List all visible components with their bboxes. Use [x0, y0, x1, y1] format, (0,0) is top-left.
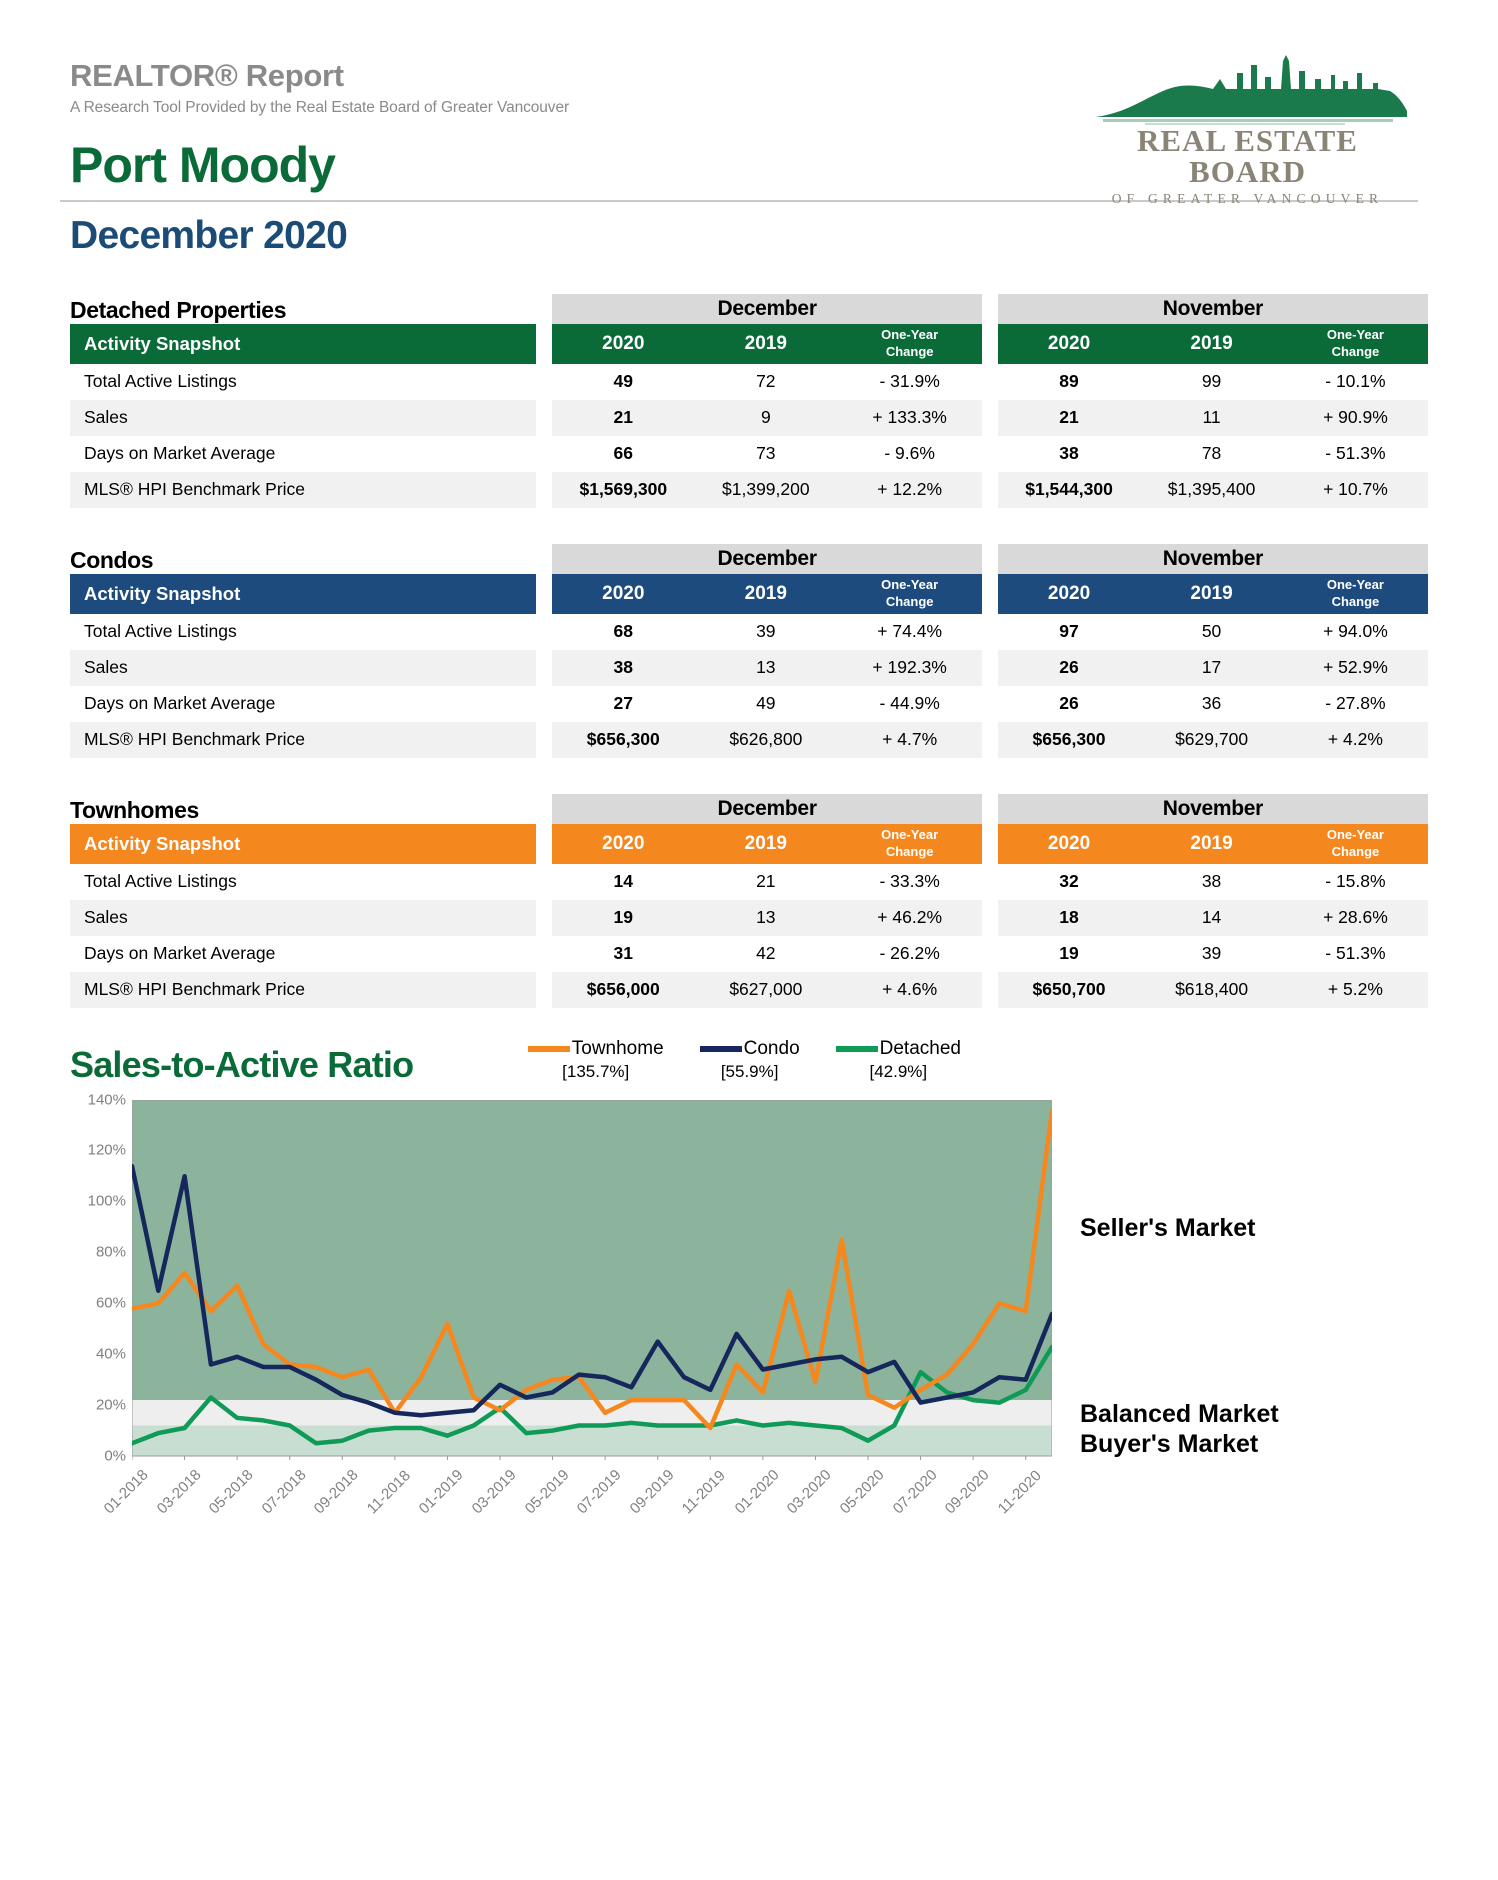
x-tick-label: 07-2019 — [573, 1465, 625, 1517]
col-nov-2019: 2019 — [1140, 574, 1283, 614]
x-tick-label: 01-2018 — [100, 1465, 152, 1517]
col-nov-2020: 2020 — [998, 824, 1141, 864]
nov-2020-value: $656,300 — [998, 722, 1141, 758]
dec-2020-value: 68 — [613, 621, 634, 641]
nov-2020-value: 26 — [1059, 693, 1079, 713]
col-dec-change: One-Year Change — [837, 574, 982, 614]
dec-change-value: + 192.3% — [837, 650, 982, 686]
legend-swatch-icon — [836, 1046, 878, 1052]
category-title: Condos — [70, 546, 154, 573]
dec-2020-value: 66 — [613, 443, 634, 463]
nov-change-value: + 4.2% — [1283, 722, 1428, 758]
dec-change-value: + 74.4% — [877, 621, 942, 641]
col-nov-change: One-Year Change — [1283, 824, 1428, 864]
x-tick-label: 09-2019 — [626, 1465, 678, 1517]
category-title: Detached Properties — [70, 296, 287, 323]
nov-2020-value: 89 — [1059, 371, 1079, 391]
dec-change-value: - 33.3% — [879, 871, 940, 891]
activity-table — [70, 544, 1428, 758]
x-tick-label: 07-2020 — [889, 1465, 941, 1517]
legend-current-value: [55.9%] — [720, 1061, 779, 1081]
row-label: Sales — [70, 900, 536, 936]
legend-item-detached — [836, 1038, 961, 1082]
x-tick-label: 01-2020 — [731, 1465, 783, 1517]
y-tick-label: 40% — [95, 1345, 126, 1363]
activity-table — [70, 794, 1428, 1008]
activity-table — [70, 294, 1428, 508]
dec-2019-value: 9 — [695, 400, 838, 436]
col-nov-change: One-Year Change — [1283, 324, 1428, 364]
dec-2020-value: 38 — [552, 650, 695, 686]
category-title: Townhomes — [70, 796, 199, 823]
chart-svg — [132, 1100, 1052, 1465]
table-row — [70, 364, 1428, 400]
dec-2019-value: 39 — [756, 621, 776, 641]
table-section — [70, 294, 1428, 508]
nov-change-value: - 10.1% — [1325, 371, 1386, 391]
nov-change-value: - 51.3% — [1325, 443, 1386, 463]
x-tick-label: 03-2018 — [153, 1465, 205, 1517]
month-header-november: November — [998, 794, 1428, 824]
legend-current-value: [135.7%] — [562, 1061, 630, 1081]
x-tick-label: 01-2019 — [416, 1465, 468, 1517]
dec-2020-value: 27 — [613, 693, 634, 713]
table-section — [70, 544, 1428, 758]
y-tick-label: 100% — [87, 1192, 126, 1210]
month-header-december: December — [552, 794, 982, 824]
sales-to-active-chart — [70, 1037, 1428, 1517]
dec-change-value: + 133.3% — [837, 400, 982, 436]
table-row — [70, 472, 1428, 508]
market-label-seller-s-market: Seller's Market — [1080, 1213, 1256, 1242]
column-header-row — [70, 324, 1428, 364]
dec-2019-value: $1,399,200 — [695, 472, 838, 508]
nov-2019-value: 38 — [1201, 871, 1222, 891]
dec-2019-value: 13 — [695, 650, 838, 686]
row-label: Total Active Listings — [84, 621, 237, 641]
dec-2019-value: $626,800 — [695, 722, 838, 758]
legend-current-value: [42.9%] — [869, 1061, 928, 1081]
y-tick-label: 120% — [87, 1141, 126, 1159]
x-axis-labels — [100, 1460, 1052, 1540]
col-dec-2019: 2019 — [695, 324, 838, 364]
nov-change-value: - 15.8% — [1325, 871, 1386, 891]
legend-label: Detached — [879, 1037, 961, 1059]
nov-2019-value: 17 — [1140, 650, 1283, 686]
x-tick-label: 05-2020 — [836, 1465, 888, 1517]
x-tick-label: 11-2018 — [363, 1466, 414, 1517]
nov-change-value: + 52.9% — [1283, 650, 1428, 686]
row-label: Days on Market Average — [84, 693, 276, 713]
month-header-november: November — [998, 294, 1428, 324]
table-row — [70, 900, 1428, 936]
nov-change-value: + 94.0% — [1323, 621, 1388, 641]
chart-plot-area — [70, 1091, 1428, 1517]
table-section — [70, 794, 1428, 1008]
dec-2020-value: 14 — [613, 871, 634, 891]
table-row — [70, 722, 1428, 758]
dec-2019-value: 73 — [756, 443, 776, 463]
dec-change-value: - 44.9% — [879, 693, 940, 713]
dec-change-value: + 46.2% — [837, 900, 982, 936]
market-label-balanced-market: Balanced Market — [1080, 1400, 1279, 1429]
dec-change-value: + 4.6% — [837, 972, 982, 1008]
col-dec-2019: 2019 — [695, 824, 838, 864]
dec-change-value: + 4.7% — [837, 722, 982, 758]
col-nov-change: One-Year Change — [1283, 574, 1428, 614]
y-tick-label: 0% — [104, 1447, 126, 1464]
legend-label: Townhome — [571, 1037, 664, 1059]
dec-2019-value: 42 — [756, 943, 776, 963]
activity-snapshot-label: Activity Snapshot — [70, 324, 536, 364]
table-row — [70, 614, 1428, 650]
y-axis-labels — [70, 1091, 132, 1464]
table-row — [70, 436, 1428, 472]
logo-wordmark: REAL ESTATE BOARD — [1137, 123, 1358, 189]
row-label: Days on Market Average — [84, 443, 276, 463]
col-dec-2020: 2020 — [552, 574, 695, 614]
nov-2020-value: 97 — [1059, 621, 1079, 641]
legend-label: Condo — [743, 1037, 800, 1059]
nov-2019-value: 11 — [1140, 400, 1283, 436]
activity-tables — [70, 294, 1428, 1008]
nov-2020-value: 18 — [998, 900, 1141, 936]
y-tick-label: 140% — [87, 1091, 126, 1108]
x-tick-label: 05-2019 — [521, 1465, 573, 1517]
dec-2020-value: $656,000 — [552, 972, 695, 1008]
column-header-row — [70, 824, 1428, 864]
nov-2019-value: $618,400 — [1140, 972, 1283, 1008]
month-header-december: December — [552, 294, 982, 324]
nov-2020-value: 19 — [1059, 943, 1079, 963]
report-title: REALTOR® Report — [70, 58, 344, 93]
row-label: Sales — [70, 650, 536, 686]
nov-2020-value: 38 — [1059, 443, 1079, 463]
nov-change-value: + 10.7% — [1283, 472, 1428, 508]
dec-2019-value: 49 — [756, 693, 776, 713]
col-dec-2020: 2020 — [552, 324, 695, 364]
activity-snapshot-label: Activity Snapshot — [70, 824, 536, 864]
report-header — [70, 0, 1428, 258]
x-tick-label: 03-2020 — [784, 1465, 836, 1517]
col-dec-2019: 2019 — [695, 574, 838, 614]
nov-2019-value: 36 — [1201, 693, 1222, 713]
dec-change-value: + 12.2% — [837, 472, 982, 508]
row-label: Total Active Listings — [84, 871, 237, 891]
row-label: Sales — [70, 400, 536, 436]
col-nov-2020: 2020 — [998, 574, 1141, 614]
row-label: MLS® HPI Benchmark Price — [70, 972, 536, 1008]
y-tick-label: 80% — [95, 1243, 126, 1261]
dec-2019-value: $627,000 — [695, 972, 838, 1008]
nov-change-value: - 51.3% — [1325, 943, 1386, 963]
row-label: MLS® HPI Benchmark Price — [70, 722, 536, 758]
col-dec-2020: 2020 — [552, 824, 695, 864]
nov-2019-value: 78 — [1201, 443, 1222, 463]
city-name: Port Moody — [70, 137, 335, 193]
dec-2019-value: 72 — [756, 371, 776, 391]
nov-2020-value: $1,544,300 — [998, 472, 1141, 508]
reb-logo — [1085, 55, 1410, 207]
month-band-row — [70, 794, 1428, 824]
dec-2020-value: 31 — [613, 943, 634, 963]
month-band-row — [70, 294, 1428, 324]
nov-2020-value: 32 — [1059, 871, 1079, 891]
legend-swatch-icon — [528, 1046, 570, 1052]
x-tick-label: 03-2019 — [468, 1465, 520, 1517]
nov-2019-value: 50 — [1201, 621, 1222, 641]
dec-2020-value: $656,300 — [552, 722, 695, 758]
nov-2019-value: 99 — [1201, 371, 1222, 391]
month-header-december: December — [552, 544, 982, 574]
y-tick-label: 20% — [95, 1396, 126, 1414]
dec-2020-value: 21 — [552, 400, 695, 436]
report-subtitle: A Research Tool Provided by the Real Estate Board of Greater Vancouver — [70, 99, 570, 116]
dec-2020-value: 19 — [552, 900, 695, 936]
nov-2020-value: 26 — [998, 650, 1141, 686]
col-nov-2019: 2019 — [1140, 324, 1283, 364]
report-month: December 2020 — [70, 213, 348, 257]
nov-2019-value: $1,395,400 — [1140, 472, 1283, 508]
row-label: Total Active Listings — [84, 371, 237, 391]
month-band-row — [70, 544, 1428, 574]
table-row — [70, 400, 1428, 436]
dec-change-value: - 31.9% — [879, 371, 940, 391]
nov-change-value: + 28.6% — [1283, 900, 1428, 936]
x-tick-label: 11-2019 — [678, 1466, 730, 1517]
dec-change-value: - 26.2% — [879, 943, 940, 963]
x-tick-label: 09-2020 — [941, 1465, 993, 1517]
market-label-buyer-s-market: Buyer's Market — [1080, 1430, 1259, 1459]
legend-item-condo — [700, 1038, 800, 1082]
vancouver-skyline-icon — [1085, 55, 1410, 127]
table-row — [70, 686, 1428, 722]
dec-2019-value: 13 — [695, 900, 838, 936]
table-row — [70, 936, 1428, 972]
x-tick-label: 09-2018 — [310, 1465, 362, 1517]
x-tick-label: 07-2018 — [258, 1465, 310, 1517]
col-nov-2020: 2020 — [998, 324, 1141, 364]
chart-legend — [528, 1038, 961, 1082]
row-label: Days on Market Average — [84, 943, 276, 963]
col-nov-2019: 2019 — [1140, 824, 1283, 864]
logo-subwordmark: OF GREATER VANCOUVER — [1111, 191, 1384, 206]
nov-2019-value: 14 — [1140, 900, 1283, 936]
column-header-row — [70, 574, 1428, 614]
col-dec-change: One-Year Change — [837, 824, 982, 864]
nov-2020-value: 21 — [998, 400, 1141, 436]
dec-change-value: - 9.6% — [884, 443, 935, 463]
table-row — [70, 972, 1428, 1008]
y-tick-label: 60% — [95, 1294, 126, 1312]
month-header-november: November — [998, 544, 1428, 574]
nov-change-value: - 27.8% — [1325, 693, 1386, 713]
nov-2020-value: $650,700 — [998, 972, 1141, 1008]
nov-change-value: + 5.2% — [1283, 972, 1428, 1008]
x-tick-label: 05-2018 — [205, 1465, 257, 1517]
row-label: MLS® HPI Benchmark Price — [70, 472, 536, 508]
chart-title: Sales-to-Active Ratio — [70, 1043, 414, 1085]
legend-item-townhome — [528, 1038, 664, 1082]
nov-2019-value: $629,700 — [1140, 722, 1283, 758]
legend-swatch-icon — [700, 1046, 742, 1052]
nov-2019-value: 39 — [1201, 943, 1222, 963]
x-tick-label: 11-2020 — [994, 1466, 1045, 1517]
col-dec-change: One-Year Change — [837, 324, 982, 364]
dec-2020-value: $1,569,300 — [552, 472, 695, 508]
nov-change-value: + 90.9% — [1283, 400, 1428, 436]
table-row — [70, 864, 1428, 900]
dec-2019-value: 21 — [756, 871, 776, 891]
dec-2020-value: 49 — [613, 371, 634, 391]
table-row — [70, 650, 1428, 686]
activity-snapshot-label: Activity Snapshot — [70, 574, 536, 614]
